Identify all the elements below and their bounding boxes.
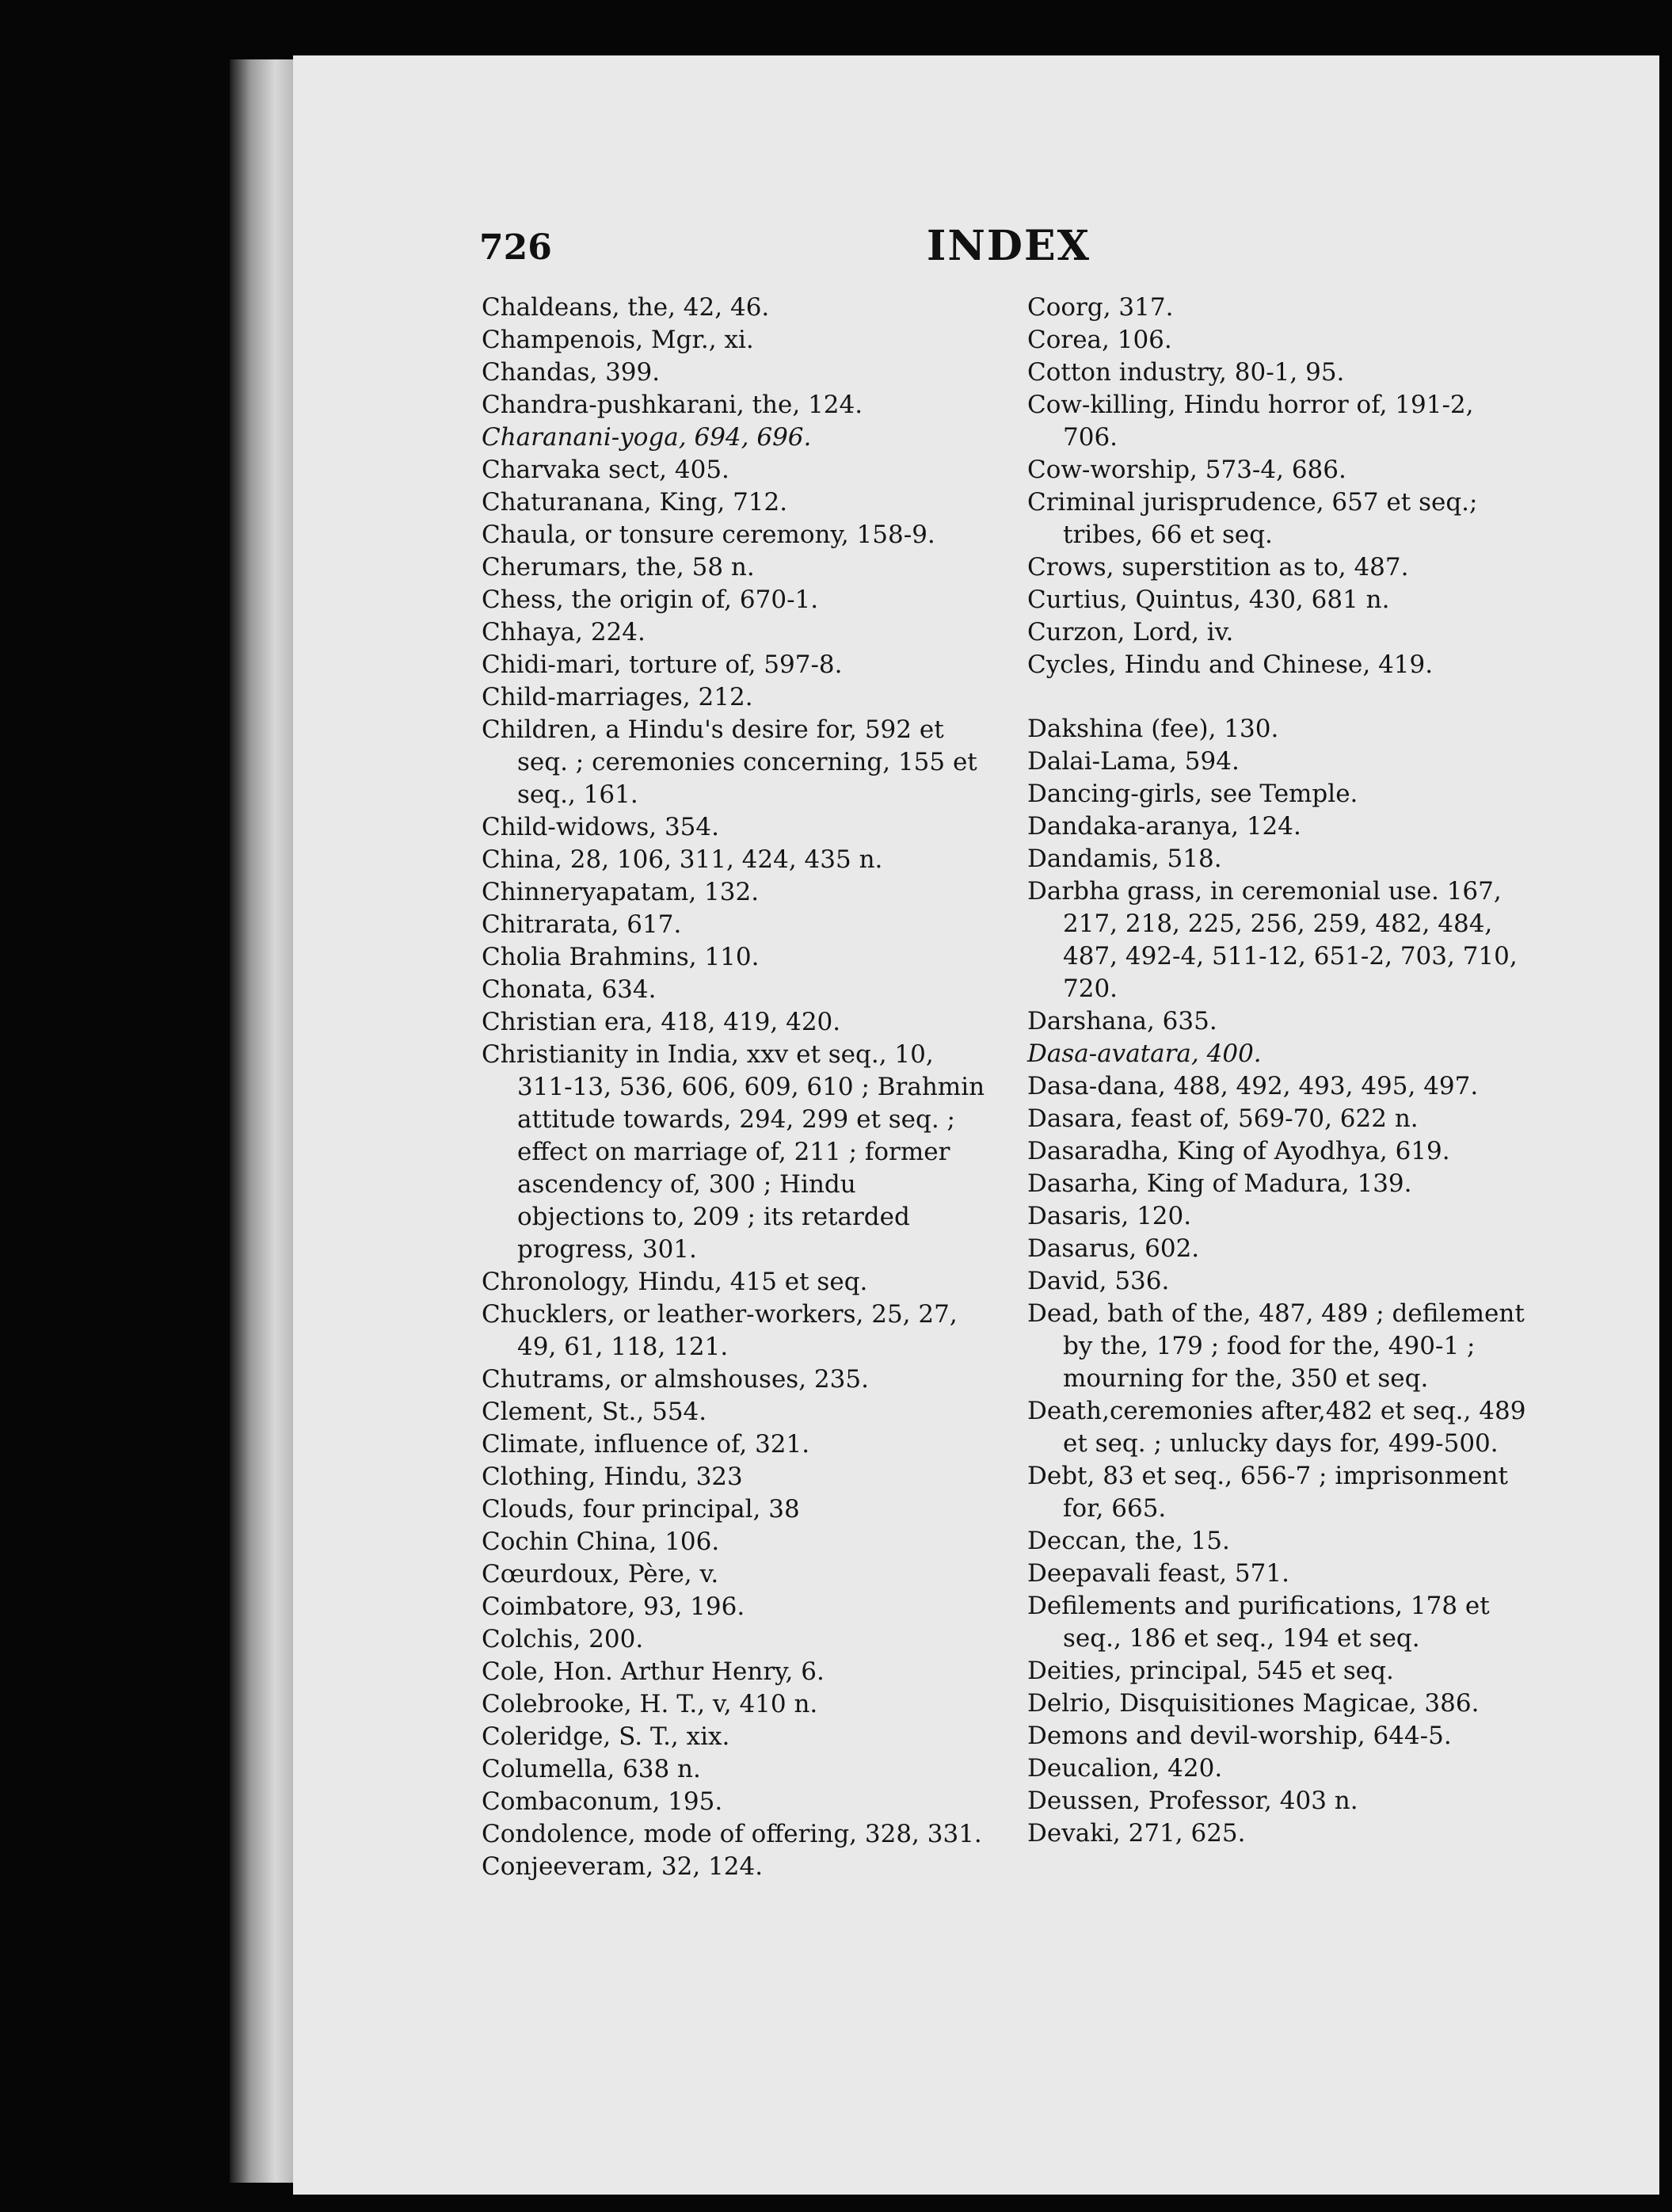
index-entry: Darshana, 635.: [1027, 1007, 1217, 1035]
index-entry: Coimbatore, 93, 196.: [482, 1592, 745, 1621]
index-entry: Child-widows, 354.: [482, 813, 719, 841]
index-entry: Cow-killing, Hindu horror of, 191-2, 706.: [1027, 391, 1474, 452]
index-entry: Chandas, 399.: [482, 358, 661, 387]
index-entry: Chandra-pushkarani, the, 124.: [482, 391, 863, 419]
index-entry: Corea, 106.: [1027, 326, 1172, 354]
index-entry: Curzon, Lord, iv.: [1027, 618, 1234, 646]
index-entry: Combaconum, 195.: [482, 1787, 723, 1816]
index-entry: Cotton industry, 80-1, 95.: [1027, 358, 1345, 387]
index-entry: Dalai-Lama, 594.: [1027, 747, 1240, 776]
index-entry: Coleridge, S. T., xix.: [482, 1722, 730, 1751]
index-entry: Chitrarata, 617.: [482, 910, 682, 939]
index-entry: Demons and devil-worship, 644-5.: [1027, 1722, 1452, 1750]
index-entry: Chucklers, or leather-workers, 25, 27, 49, 61, 118, 121.: [482, 1300, 958, 1361]
index-entry: Deucalion, 420.: [1027, 1754, 1223, 1783]
index-entry: Clothing, Hindu, 323: [482, 1463, 743, 1491]
index-entry: Chinneryapatam, 132.: [482, 878, 760, 906]
index-entry: Darbha grass, in ceremonial use. 167, 217, 218, 225, 256, 259, 482, 484, 487, 492-4, 511-12, 651-2, 703, 710, 720.: [1027, 877, 1518, 1003]
letter-section-gap: [1027, 681, 1534, 713]
index-entry: Cycles, Hindu and Chinese, 419.: [1027, 650, 1434, 679]
index-entry: Dancing-girls, see Temple.: [1027, 780, 1358, 808]
running-title: INDEX: [927, 222, 1091, 270]
index-entry: Clement, St., 554.: [482, 1398, 707, 1426]
index-entry: Christianity in India, xxv et seq., 10, 311-13, 536, 606, 609, 610 ; Brahmin attitude towards, 294, 299 et seq. ; effect on marriage of, 211 ; former ascendency of, 300 ; Hindu objections to, 209 ; its retarded progress, 301.: [482, 1040, 985, 1264]
index-entry: Clouds, four principal, 38: [482, 1495, 800, 1524]
index-entry: Dandamis, 518.: [1027, 845, 1222, 873]
index-entry: Colebrooke, H. T., v, 410 n.: [482, 1690, 818, 1718]
index-entry: Curtius, Quintus, 430, 681 n.: [1027, 585, 1390, 614]
index-entry: Cow-worship, 573-4, 686.: [1027, 456, 1346, 484]
index-entry: Condolence, mode of offering, 328, 331.: [482, 1820, 982, 1848]
index-entry: Cholia Brahmins, 110.: [482, 943, 760, 971]
index-entry: Chhaya, 224.: [482, 618, 646, 646]
index-entry: Cherumars, the, 58 n.: [482, 553, 755, 582]
index-entry: Crows, superstition as to, 487.: [1027, 553, 1409, 582]
index-entry: Cochin China, 106.: [482, 1527, 720, 1556]
index-entry: Deussen, Professor, 403 n.: [1027, 1787, 1358, 1815]
index-entry: Conjeeveram, 32, 124.: [482, 1852, 764, 1881]
index-entry: Christian era, 418, 419, 420.: [482, 1008, 841, 1036]
index-entry: Chidi-mari, torture of, 597-8.: [482, 650, 843, 679]
index-entry: David, 536.: [1027, 1267, 1170, 1295]
index-entry: Child-marriages, 212.: [482, 683, 753, 711]
index-entry: Dasaradha, King of Ayodhya, 619.: [1027, 1137, 1450, 1165]
index-entry: Devaki, 271, 625.: [1027, 1819, 1246, 1848]
index-column-left: [482, 292, 988, 1883]
index-entry: Dasarus, 602.: [1027, 1234, 1200, 1263]
index-entry: Cœurdoux, Père, v.: [482, 1560, 719, 1588]
index-entry: Children, a Hindu's desire for, 592 et seq. ; ceremonies concerning, 155 et seq., 161.: [482, 715, 977, 809]
index-entry: Deepavali feast, 571.: [1027, 1559, 1289, 1588]
index-entry: Defilements and purifications, 178 et seq., 186 et seq., 194 et seq.: [1027, 1592, 1490, 1653]
index-entry: Delrio, Disquisitiones Magicae, 386.: [1027, 1689, 1480, 1718]
index-entry: Dasara, feast of, 569-70, 622 n.: [1027, 1104, 1419, 1133]
index-entry: Dasa-avatara, 400.: [1027, 1039, 1262, 1068]
index-entry: Charvaka sect, 405.: [482, 456, 729, 484]
index-entry: Deities, principal, 545 et seq.: [1027, 1657, 1394, 1685]
index-entry: Chronology, Hindu, 415 et seq.: [482, 1268, 868, 1296]
index-entry: Champenois, Mgr., xi.: [482, 326, 754, 354]
index-entry: Chaldeans, the, 42, 46.: [482, 293, 770, 322]
index-entry: Dandaka-aranya, 124.: [1027, 812, 1301, 841]
index-entry: Chess, the origin of, 670-1.: [482, 585, 819, 614]
index-entry: Columella, 638 n.: [482, 1755, 701, 1783]
index-entry: Dakshina (fee), 130.: [1027, 715, 1279, 743]
index-entry: Climate, influence of, 321.: [482, 1430, 810, 1459]
index-entry: Dasaris, 120.: [1027, 1202, 1192, 1230]
index-entry: Cole, Hon. Arthur Henry, 6.: [482, 1657, 825, 1686]
index-entry: Deccan, the, 15.: [1027, 1527, 1230, 1555]
page-number: 726: [479, 227, 552, 268]
index-entry: Charanani-yoga, 694, 696.: [482, 423, 812, 452]
index-entry: Chutrams, or almshouses, 235.: [482, 1365, 869, 1394]
index-entry: Coorg, 317.: [1027, 293, 1174, 322]
index-entry: Chaula, or tonsure ceremony, 158-9.: [482, 521, 935, 549]
index-entry: Criminal jurisprudence, 657 et seq.; tribes, 66 et seq.: [1027, 488, 1478, 549]
index-column-right: [1027, 292, 1534, 1850]
index-entry: China, 28, 106, 311, 424, 435 n.: [482, 845, 883, 874]
index-entry: Debt, 83 et seq., 656-7 ; imprisonment for, 665.: [1027, 1462, 1508, 1523]
index-entry: Dasarha, King of Madura, 139.: [1027, 1169, 1412, 1198]
index-entry: Colchis, 200.: [482, 1625, 644, 1653]
index-entry: Dead, bath of the, 487, 489 ; defilement by the, 179 ; food for the, 490-1 ; mourning for the, 350 et seq.: [1027, 1299, 1525, 1393]
index-entry: Dasa-dana, 488, 492, 493, 495, 497.: [1027, 1072, 1479, 1100]
index-entry: Chaturanana, King, 712.: [482, 488, 788, 517]
index-entry: Chonata, 634.: [482, 975, 657, 1004]
index-entry: Death,ceremonies after,482 et seq., 489 et seq. ; unlucky days for, 499-500.: [1027, 1397, 1526, 1458]
